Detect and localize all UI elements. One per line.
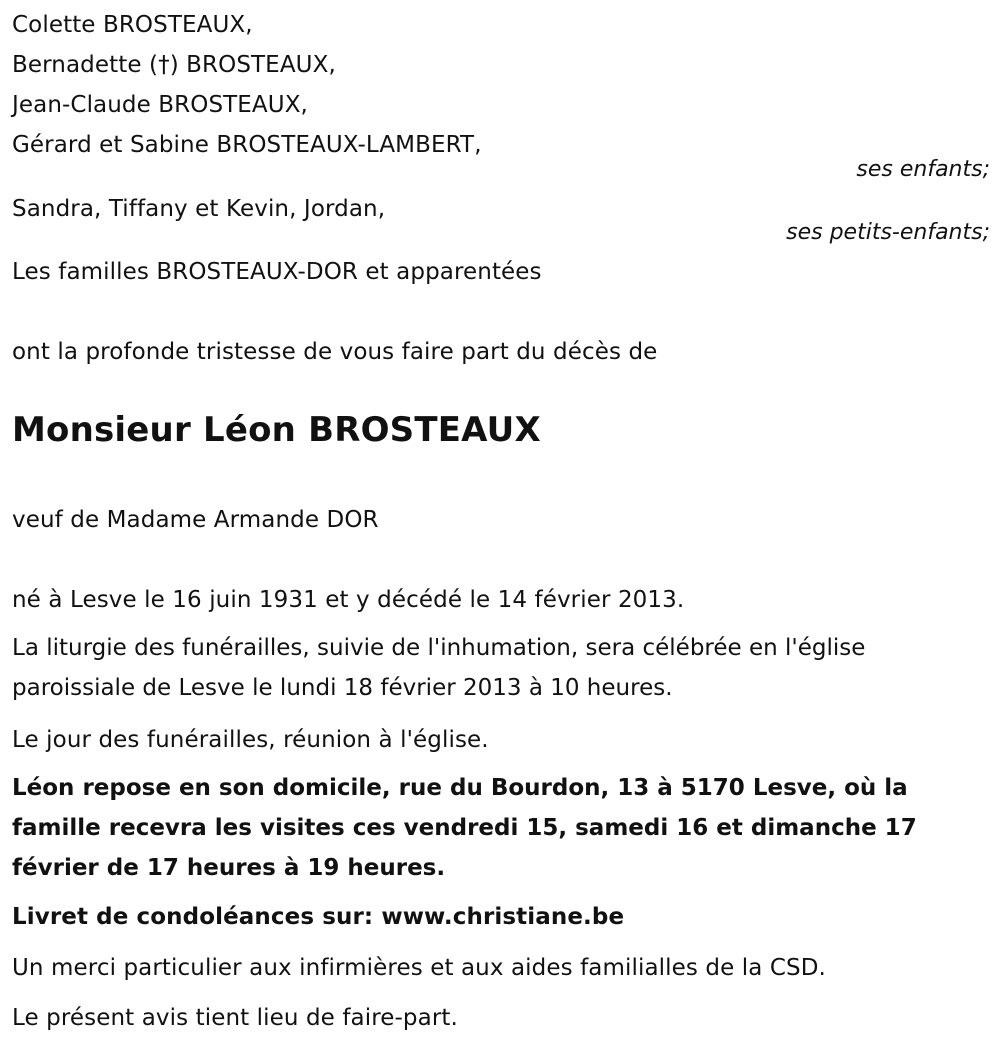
family-member-jean-claude: Jean-Claude BROSTEAUX, [12, 92, 308, 118]
family-member-bernadette-last: ) BROSTEAUX, [169, 52, 336, 78]
family-member-gerard-sabine: Gérard et Sabine BROSTEAUX-LAMBERT, [12, 132, 482, 158]
role-label-children: ses enfants; [856, 157, 990, 182]
birth-death-line: né à Lesve le 16 juin 1931 et y décédé le 14 février 2013. [12, 587, 685, 613]
announcement-intro: ont la profonde tristesse de vous faire part du décès de [12, 339, 658, 365]
notice-line: Le présent avis tient lieu de faire-part. [12, 1005, 458, 1031]
thanks-line: Un merci particulier aux infirmières et aux aides familialles de la CSD. [12, 955, 826, 981]
liturgy-paragraph: La liturgie des funérailles, suivie de l'inhumation, sera célébrée en l'église paroissiale de Lesve le lundi 18 février 2013 à 10 heures. [12, 635, 866, 701]
widower-line: veuf de Madame Armande DOR [12, 507, 379, 533]
meeting-line: Le jour des funérailles, réunion à l'église. [12, 727, 489, 753]
family-member-colette: Colette BROSTEAUX, [12, 12, 253, 38]
grandchildren-line: Sandra, Tiffany et Kevin, Jordan, [12, 196, 386, 222]
condolences-line: Livret de condoléances sur: www.christiane.be [12, 904, 625, 930]
deceased-name: Monsieur Léon BROSTEAUX [12, 410, 541, 450]
family-member-bernadette [12, 51, 336, 79]
family-member-bernadette-first: Bernadette ( [12, 52, 159, 78]
repose-paragraph: Léon repose en son domicile, rue du Bourdon, 13 à 5170 Lesve, où la famille recevra les visites ces vendredi 15, samedi 16 et dimanche 17 février de 17 heures à 19 heures. [12, 775, 917, 881]
cross-icon: † [158, 52, 170, 78]
role-label-grandchildren: ses petits-enfants; [786, 220, 990, 245]
families-line: Les familles BROSTEAUX-DOR et apparentées [12, 259, 542, 285]
